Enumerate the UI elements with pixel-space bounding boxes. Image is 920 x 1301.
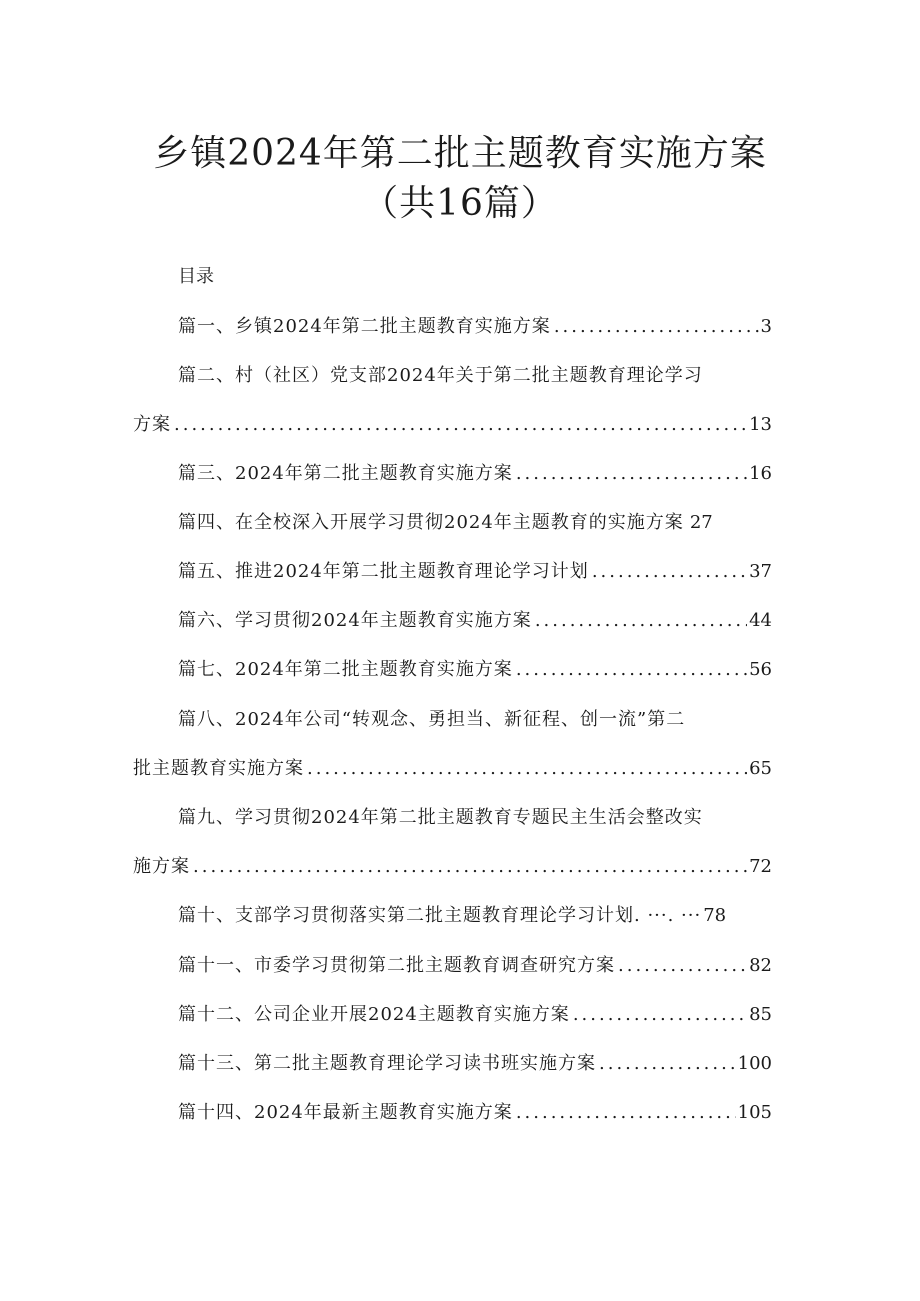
toc-entry-title: 篇十一、市委学习贯彻第二批主题教育调查研究方案 xyxy=(178,955,615,976)
toc-leader-dots xyxy=(171,409,747,441)
toc-leader-dots xyxy=(570,999,747,1031)
toc-entry-title: 篇十二、公司企业开展2024主题教育实施方案 xyxy=(178,1004,570,1025)
toc-entry-14[interactable] xyxy=(178,1097,772,1129)
toc-leader-dots xyxy=(532,605,747,637)
toc-leader-dots xyxy=(513,1097,736,1129)
toc-leader-dots xyxy=(304,753,747,785)
toc-entry-1[interactable] xyxy=(178,311,772,343)
toc-entry-page: 13 xyxy=(749,414,772,435)
toc-leader-dots xyxy=(513,654,747,686)
toc-entry-2[interactable] xyxy=(133,409,772,441)
toc-entry-2-line1[interactable]: 篇二、村（社区）党支部2024年关于第二批主题教育理论学习 xyxy=(178,365,703,386)
toc-entry-page: 82 xyxy=(749,955,772,976)
toc-entry-page: 44 xyxy=(749,610,772,631)
toc-entry-page: 105 xyxy=(737,1102,772,1123)
toc-entry-title: 批主题教育实施方案 xyxy=(133,758,304,779)
toc-entry-title: 篇六、学习贯彻2024年主题教育实施方案 xyxy=(178,610,532,631)
toc-entry-13[interactable] xyxy=(178,1048,772,1080)
toc-entry-page: 56 xyxy=(749,659,772,680)
toc-entry-7[interactable] xyxy=(178,654,772,686)
toc-leader-dots xyxy=(596,1048,736,1080)
toc-entry-title: 篇五、推进2024年第二批主题教育理论学习计划 xyxy=(178,561,589,582)
toc-entry-page: 3 xyxy=(760,316,772,337)
toc-entry-10[interactable] xyxy=(178,900,772,932)
toc-entry-page: 65 xyxy=(749,758,772,779)
toc-entry-title: 施方案 xyxy=(133,856,190,877)
document-subtitle: （共16篇） xyxy=(362,183,558,224)
toc-leader-dots xyxy=(513,458,747,490)
toc-entry-title: 篇四、在全校深入开展学习贯彻2024年主题教育的实施方案 xyxy=(178,512,684,533)
toc-entry-11[interactable] xyxy=(178,950,772,982)
toc-entry-title: 篇三、2024年第二批主题教育实施方案 xyxy=(178,463,513,484)
toc-leader-dots xyxy=(190,851,747,883)
toc-leader-dots xyxy=(589,556,747,588)
toc-entry-4[interactable] xyxy=(178,507,772,539)
toc-entry-title: 篇十三、第二批主题教育理论学习读书班实施方案 xyxy=(178,1053,596,1074)
toc-leader-dots xyxy=(615,950,747,982)
toc-entry-page: 100 xyxy=(737,1053,772,1074)
toc-entry-title: 篇十四、2024年最新主题教育实施方案 xyxy=(178,1102,513,1123)
toc-entry-page: 72 xyxy=(749,856,772,877)
toc-entry-page: 85 xyxy=(749,1004,772,1025)
toc-entry-title: 篇十、支部学习贯彻落实第二批主题教育理论学习计划 xyxy=(178,905,634,926)
toc-entry-8-line1[interactable]: 篇八、2024年公司“转观念、勇担当、新征程、创一流”第二 xyxy=(178,709,686,730)
toc-entry-page: 27 xyxy=(689,512,713,533)
toc-entry-title: 篇七、2024年第二批主题教育实施方案 xyxy=(178,659,513,680)
toc-entry-page: 16 xyxy=(749,463,772,484)
toc-entry-6[interactable] xyxy=(178,605,772,637)
toc-heading: 目录 xyxy=(178,266,214,287)
toc-entry-page: 37 xyxy=(749,561,772,582)
toc-entry-9-line1[interactable]: 篇九、学习贯彻2024年第二批主题教育专题民主生活会整改实 xyxy=(178,807,703,828)
toc-entry-9[interactable] xyxy=(133,851,772,883)
toc-entry-page: 78 xyxy=(703,905,727,926)
toc-leader-dots xyxy=(551,311,759,343)
toc-entry-8[interactable] xyxy=(133,753,772,785)
toc-entry-12[interactable] xyxy=(178,999,772,1031)
toc-entry-title: 方案 xyxy=(133,414,171,435)
toc-leader-text: . ···. ··· xyxy=(634,905,702,926)
toc-entry-5[interactable] xyxy=(178,556,772,588)
toc-entry-3[interactable] xyxy=(178,458,772,490)
document-title: 乡镇2024年第二批主题教育实施方案 xyxy=(153,133,767,174)
toc-entry-title: 篇一、乡镇2024年第二批主题教育实施方案 xyxy=(178,316,551,337)
